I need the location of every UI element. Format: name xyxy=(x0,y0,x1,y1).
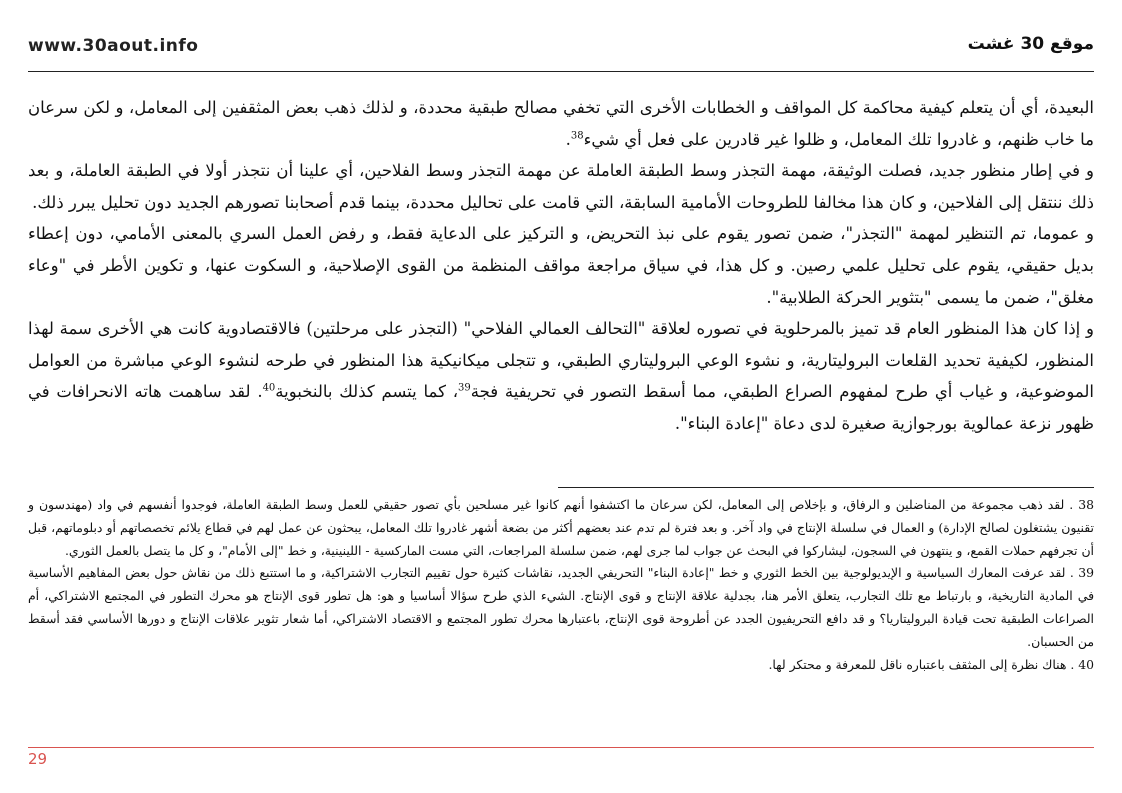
footer-divider xyxy=(28,747,1094,748)
footnote-38 xyxy=(28,494,1094,562)
page-header xyxy=(28,34,1094,64)
footnote-number: 38 xyxy=(1078,497,1094,512)
header-divider xyxy=(28,71,1094,72)
footnote-text: . لقد عرفت المعارك السياسية و الإيديولوجية بين الخط الثوري و خط "إعادة البناء" التحريفي الجديد، نقاشات كثيرة حول تقييم التجارب الاشتراكية، و ما استتبع ذلك من نقاش حول بعض المفاهيم الأساسية في المادية التاريخية، و بارتباط مع تلك التجارب، يتعلق الأمر هنا، بجدلية علاقة الإنتاج و قوى الإنتاج. الشيء الذي طرح سؤالا أساسيا و هو: هل تطور قوى الإنتاج هو محرك التطور في المجتمع الاشتراكي، أم الصراعات الطبقية تحت قيادة البروليتاريا؟ و قد دافع التحريفيون الجدد عن أطروحة قوى الإنتاج، باعتبارها محرك تطور المجتمع و الاقتصاد الاشتراكي، أما شعار تثوير علاقات الإنتاج و دورها الأساسي فقد أسقط من الحسبان. xyxy=(28,565,1094,649)
page-number: 29 xyxy=(28,750,48,768)
footnote-ref-39: 39 xyxy=(458,382,471,394)
main-text xyxy=(28,92,1094,440)
paragraph-1-text: البعيدة، أي أن يتعلم كيفية محاكمة كل المواقف و الخطابات الأخرى التي تخفي مصالح طبقية محددة، و لذلك ذهب بعض المثقفين إلى المعامل، و لكن سرعان ما خاب ظنهم، و غادروا تلك المعامل، و ظلوا غير قادرين على فعل أي شيء xyxy=(28,98,1094,149)
footnote-40 xyxy=(28,654,1094,677)
footnote-text: . هناك نظرة إلى المثقف باعتباره ناقل للمعرفة و محتكر لها. xyxy=(768,656,1075,672)
footnote-text: . لقد ذهب مجموعة من المناضلين و الرفاق، و بإخلاص إلى المعامل، لكن سرعان ما اكتشفوا أنهم كانوا غير مسلحين بأي تصور حقيقي للعمل وسط الطبقة العاملة، فوجدوا أنفسهم في واد (مهندسون و تقنيون يشتغلون لصالح الإدارة) و العمال في سلسلة الإنتاج في واد آخر. و بعد فترة لم تدم عند بعضهم أكثر من بضعة أشهر غادروا تلك المعامل، يبحثون عن عمل لهم في قطاع يلائم تخصصاتهم أو دبلوماتهم، قبل أن تجرفهم حملات القمع، و ينتهون في السجون، ليشاركوا في البحث عن جواب لما جرى لهم، ضمن سلسلة المراجعات، التي مست الماركسية - اللينينية، و خط "إلى الأمام"، و كل ما يتصل بالعمل الثوري. xyxy=(28,497,1094,558)
paragraph-1-tail: . xyxy=(565,129,571,149)
paragraph-3 xyxy=(28,218,1094,313)
paragraph-4-text-2: ، كما يتسم كذلك بالنخبوية xyxy=(275,382,459,402)
site-name: موقع 30 غشت xyxy=(967,34,1094,54)
footnote-39 xyxy=(28,562,1094,653)
paragraph-4-tail: . لقد ساهمت هاته الانحرافات في ظهور نزعة عمالوية بورجوازية صغيرة لدى دعاة "إعادة البناء". xyxy=(28,382,1094,433)
footnote-divider xyxy=(558,487,1094,488)
footnotes xyxy=(28,494,1094,676)
paragraph-3-text: و عموما، تم التنظير لمهمة "التجذر"، ضمن تصور يقوم على نبذ التحريض، و التركيز على الدعاية فقط، و رفض العمل السري بالمعنى الأمامي، دون إعطاء بديل حقيقي، يقوم على تحليل علمي رصين. و كل هذا، في سياق مراجعة مواقف المنظمة من القوى الإصلاحية، و السكوت عنها، و تكوين الأطر في "وعاء مغلق"، ضمن ما يسمى "بتثوير الحركة الطلابية". xyxy=(28,224,1094,307)
paragraph-1 xyxy=(28,92,1094,155)
footnote-number: 39 xyxy=(1078,565,1094,581)
site-url: www.30aout.info xyxy=(28,36,199,56)
footnote-ref-40: 40 xyxy=(262,382,276,394)
paragraph-4-text: و إذا كان هذا المنظور العام قد تميز بالمرحلوية في تصوره لعلاقة "التحالف العمالي الفلاحي" (التجذر على مرحلتين) فالاقتصادوية كانت هي الأخرى سمة لهذا المنظور، لكيفية تحديد القلعات البروليتارية، و نشوء الوعي البروليتاري الطبقي، و تتجلى ميكانيكية هذا المنظور في طرحه لنشوء الوعي مباشرة من العوامل الموضوعية، و غياب أي طرح لمفهوم الصراع الطبقي، مما أسقط التصور في تحريفية فجة xyxy=(28,319,1094,402)
footnote-number: 40 xyxy=(1078,656,1094,672)
paragraph-2 xyxy=(28,155,1094,218)
paragraph-4 xyxy=(28,313,1094,439)
paragraph-2-text: و في إطار منظور جديد، فصلت الوثيقة، مهمة التجذر وسط الطبقة العاملة عن مهمة التجذر وسط الفلاحين، أي علينا أن نتجذر أولا في الطبقة العاملة، و بعد ذلك ننتقل إلى الفلاحين، و كان هذا مخالفا للطروحات الأمامية السابقة، التي قامت على تحاليل محددة، بينما قدم أصحابنا تصورهم الجديد دون تحليل يبرر ذلك. xyxy=(28,161,1094,212)
footnote-ref-38: 38 xyxy=(570,130,584,142)
